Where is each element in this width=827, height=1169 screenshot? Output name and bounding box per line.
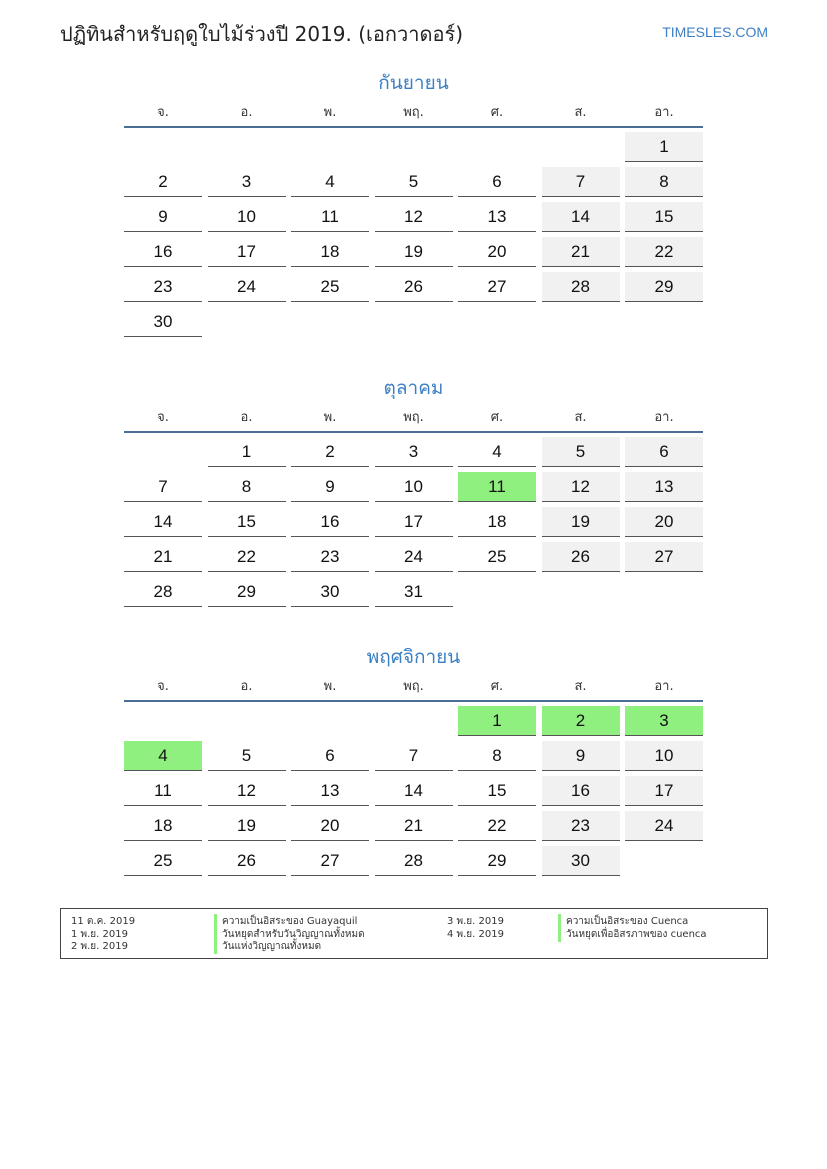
day-cell[interactable]: 29 [208,577,286,607]
day-cell[interactable]: 9 [124,202,202,232]
day-cell[interactable]: 19 [542,507,620,537]
day-cell[interactable]: 3 [375,437,453,467]
day-cell[interactable]: 1 [208,437,286,467]
day-cell[interactable]: 10 [375,472,453,502]
day-cell[interactable]: 30 [291,577,369,607]
day-cell[interactable]: 6 [458,167,536,197]
empty-cell [124,132,202,161]
day-cell[interactable]: 26 [542,542,620,572]
empty-cell [458,132,536,161]
day-cell[interactable]: 17 [375,507,453,537]
day-cell[interactable]: 21 [124,542,202,572]
weekday-label: พฤ. [403,678,424,694]
empty-cell [291,132,369,161]
empty-cell [375,132,453,161]
day-cell[interactable]: 18 [291,237,369,267]
day-cell[interactable]: 25 [291,272,369,302]
legend-holiday-name: วันหยุดสำหรับวันวิญญาณทั้งหมด [214,927,365,942]
day-cell[interactable]: 6 [625,437,703,467]
day-cell[interactable]: 27 [291,846,369,876]
day-cell[interactable]: 5 [375,167,453,197]
day-cell[interactable]: 3 [208,167,286,197]
weekday-label: อา. [654,678,674,694]
weekday-label: อ. [240,104,253,120]
day-cell[interactable]: 12 [542,472,620,502]
month-october [124,373,703,607]
day-cell[interactable]: 28 [124,577,202,607]
day-cell[interactable]: 17 [208,237,286,267]
day-cell[interactable]: 5 [208,741,286,771]
legend-date: 3 พ.ย. 2019 [447,916,504,927]
weekday-label: อา. [654,104,674,120]
weekday-label: พฤ. [403,409,424,425]
day-cell[interactable]: 19 [375,237,453,267]
holiday-legend [60,908,768,959]
header-divider [124,431,703,433]
weekday-label: อา. [654,409,674,425]
month-title: กันยายน [378,72,449,94]
day-cell[interactable]: 9 [542,741,620,771]
weekday-label: จ. [157,678,169,694]
day-cell[interactable]: 8 [458,741,536,771]
weekday-label: ศ. [490,409,504,425]
weekday-label: ส. [574,104,587,120]
day-cell[interactable]: 23 [542,811,620,841]
day-cell[interactable]: 7 [375,741,453,771]
empty-cell [124,437,202,466]
day-cell[interactable]: 17 [625,776,703,806]
day-cell[interactable]: 25 [124,846,202,876]
day-cell[interactable]: 16 [291,507,369,537]
day-cell[interactable]: 22 [458,811,536,841]
day-cell[interactable]: 11 [291,202,369,232]
day-cell[interactable]: 15 [625,202,703,232]
day-cell[interactable]: 23 [291,542,369,572]
month-november [124,642,703,876]
weekday-header [124,672,703,698]
weekday-label: พ. [323,409,337,425]
empty-cell [542,132,620,161]
day-cell[interactable]: 22 [208,542,286,572]
day-cell[interactable]: 26 [208,846,286,876]
day-cell[interactable]: 16 [542,776,620,806]
day-cell[interactable]: 24 [375,542,453,572]
day-cell[interactable]: 12 [208,776,286,806]
day-cell[interactable]: 23 [124,272,202,302]
day-cell[interactable]: 16 [124,237,202,267]
holiday-day-cell[interactable]: 3 [625,706,703,736]
empty-cell [208,706,286,735]
legend-date: 4 พ.ย. 2019 [447,929,504,940]
day-cell[interactable]: 19 [208,811,286,841]
day-cell[interactable]: 15 [458,776,536,806]
weekday-label: ส. [574,409,587,425]
legend-date: 2 พ.ย. 2019 [71,941,128,952]
day-cell[interactable]: 29 [458,846,536,876]
day-cell[interactable]: 28 [542,272,620,302]
empty-cell [208,132,286,161]
page-header [60,18,768,48]
weekday-label: พฤ. [403,104,424,120]
holiday-day-cell[interactable]: 1 [458,706,536,736]
day-cell[interactable]: 21 [542,237,620,267]
day-cell[interactable]: 30 [542,846,620,876]
day-cell[interactable]: 10 [208,202,286,232]
weekday-label: ศ. [490,678,504,694]
day-cell[interactable]: 2 [124,167,202,197]
day-cell[interactable]: 20 [458,237,536,267]
day-grid [124,132,703,337]
empty-cell [291,706,369,735]
month-title: ตุลาคม [383,377,444,399]
day-cell[interactable]: 30 [124,307,202,337]
day-cell[interactable]: 1 [625,132,703,162]
weekday-label: ศ. [490,104,504,120]
day-cell[interactable]: 26 [375,272,453,302]
day-cell[interactable]: 24 [625,811,703,841]
day-cell[interactable]: 5 [542,437,620,467]
day-cell[interactable]: 29 [625,272,703,302]
empty-cell [124,706,202,735]
day-cell[interactable]: 2 [291,437,369,467]
legend-holiday-name: ความเป็นอิสระของ Guayaquil [214,914,357,929]
weekday-label: ส. [574,678,587,694]
day-cell[interactable]: 13 [625,472,703,502]
day-cell[interactable]: 24 [208,272,286,302]
weekday-label: อ. [240,678,253,694]
legend-date: 11 ต.ค. 2019 [71,916,136,927]
legend-holiday-name: วันหยุดเพื่ออิสรภาพของ cuenca [558,927,707,942]
day-cell[interactable]: 9 [291,472,369,502]
day-cell[interactable]: 18 [458,507,536,537]
day-cell[interactable]: 12 [375,202,453,232]
weekday-label: พ. [323,104,337,120]
day-cell[interactable]: 8 [208,472,286,502]
day-cell[interactable]: 25 [458,542,536,572]
legend-date: 1 พ.ย. 2019 [71,929,128,940]
day-grid [124,706,703,876]
header-divider [124,126,703,128]
day-cell[interactable]: 7 [542,167,620,197]
weekday-label: จ. [157,409,169,425]
day-cell[interactable]: 20 [625,507,703,537]
day-grid [124,437,703,607]
weekday-label: พ. [323,678,337,694]
day-cell[interactable]: 31 [375,577,453,607]
holiday-day-cell[interactable]: 4 [124,741,202,771]
day-cell[interactable]: 7 [124,472,202,502]
holiday-day-cell[interactable]: 11 [458,472,536,502]
day-cell[interactable]: 27 [625,542,703,572]
day-cell[interactable]: 14 [375,776,453,806]
day-cell[interactable]: 13 [291,776,369,806]
day-cell[interactable]: 20 [291,811,369,841]
day-cell[interactable]: 14 [542,202,620,232]
empty-cell [375,706,453,735]
day-cell[interactable]: 22 [625,237,703,267]
brand-link[interactable]: TIMESLES.COM [662,24,768,40]
weekday-header [124,403,703,429]
month-title: พฤศจิกายน [366,646,461,668]
day-cell[interactable]: 8 [625,167,703,197]
day-cell[interactable]: 27 [458,272,536,302]
day-cell[interactable]: 6 [291,741,369,771]
legend-holiday-name: ความเป็นอิสระของ Cuenca [558,914,688,929]
day-cell[interactable]: 18 [124,811,202,841]
weekday-header [124,98,703,124]
day-cell[interactable]: 13 [458,202,536,232]
day-cell[interactable]: 4 [458,437,536,467]
header-divider [124,700,703,702]
day-cell[interactable]: 28 [375,846,453,876]
day-cell[interactable]: 15 [208,507,286,537]
page-title: ปฏิทินสำหรับฤดูใบไม้ร่วงปี 2019. (เอกวาดอร์) [60,22,464,46]
legend-holiday-name: วันแห่งวิญญาณทั้งหมด [214,939,321,954]
day-cell[interactable]: 21 [375,811,453,841]
month-september [124,68,703,337]
day-cell[interactable]: 14 [124,507,202,537]
holiday-day-cell[interactable]: 2 [542,706,620,736]
weekday-label: จ. [157,104,169,120]
day-cell[interactable]: 4 [291,167,369,197]
weekday-label: อ. [240,409,253,425]
day-cell[interactable]: 11 [124,776,202,806]
day-cell[interactable]: 10 [625,741,703,771]
